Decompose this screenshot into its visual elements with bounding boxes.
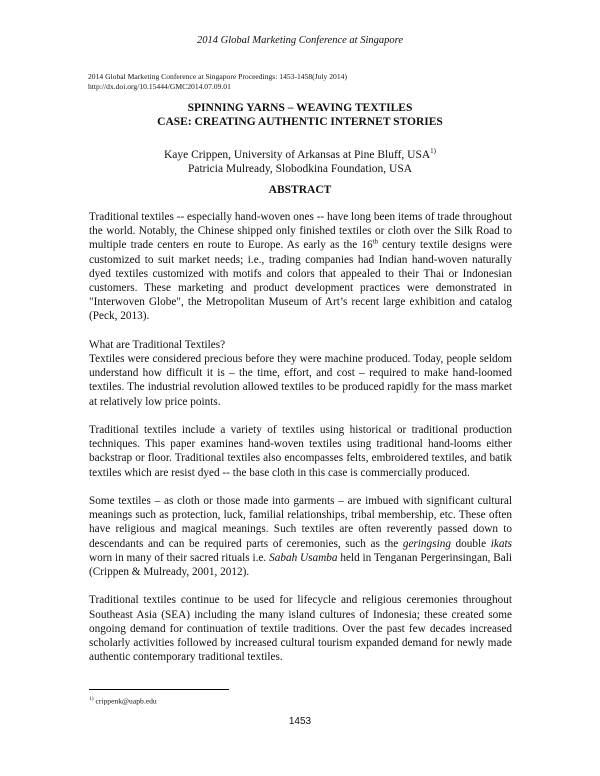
paragraph-1-text-a: Traditional textiles -- especially hand-woven ones -- have long been items of trade throughout the world. Notably, the Chinese shipped only finished textiles or cloth over the Silk Road to multiple trade centers en route to Europe. As early as the 16 [89, 211, 512, 252]
paragraph-1-superscript: th [372, 237, 379, 246]
citation-block [88, 72, 347, 91]
term-geringsing: geringsing [402, 537, 451, 550]
footnote [89, 696, 157, 706]
running-header: 2014 Global Marketing Conference at Singapore [197, 35, 403, 46]
paragraph-1-text-b: century textile designs were customized to suit market needs; i.e., trading companies had Indian hand-woven naturally dyed textiles customized with motifs and colors that appealed to their Thai or Indonesian customers. These marketing and product development practices were demonstrated in "Interwoven Globe", the Metropolitan Museum of Art’s recent large exhibition and catalog (Peck, 2013). [89, 239, 512, 323]
footnote-mark: 1) [89, 696, 94, 702]
author-2: Patricia Mulready, Slobodkina Foundation, USA [187, 163, 413, 176]
paragraph-4-text-b: double [450, 537, 491, 550]
author-1 [0, 144, 600, 162]
paragraph-3: Traditional textiles include a variety of textiles using historical or traditional production techniques. This paper examines hand-woven textiles using traditional hand-looms either backstrap or floor. Traditional textiles also encompasses felts, embroidered textiles, and batik textiles which are resist dyed -- the base cloth in this case is commercially produced. [89, 424, 512, 479]
title-line-2: CASE: CREATING AUTHENTIC INTERNET STORIES [157, 116, 443, 128]
author-list [0, 144, 600, 177]
section-heading: What are Traditional Textiles? [89, 338, 226, 351]
author-1-name: Kaye Crippen, University of Arkansas at Pine Bluff, USA [163, 148, 431, 161]
paragraph-4 [89, 494, 512, 579]
citation-doi: http://dx.doi.org/10.15444/GMC2014.07.09.01 [88, 81, 231, 91]
abstract-body [89, 210, 512, 679]
footnote-email: crippenk@uapb.edu [93, 696, 157, 706]
page-number: 1453 [288, 716, 312, 727]
abstract-heading: ABSTRACT [268, 184, 332, 196]
paragraph-4-text-d: held in Tenganan Pergerinsingan, Bali (Crippen & Mulready, 2001, 2012). [89, 551, 512, 579]
paragraph-2-text: Textiles were considered precious before they were machine produced. Today, people seldom understand how difficult it is – the time, effort, and cost – required to make hand-loomed textiles. The industrial revolution allowed textiles to be produced rapidly for the mass market at relatively low price points. [89, 353, 512, 408]
paragraph-4-text-c: worn in many of their sacred rituals i.e. [89, 551, 270, 564]
title-line-1: SPINNING YARNS – WEAVING TEXTILES [187, 102, 413, 114]
footnote-divider [89, 689, 229, 690]
paper-title [0, 101, 600, 129]
term-sabah-usamba: Sabah Usamba [269, 551, 338, 564]
paragraph-2 [89, 338, 512, 409]
author-1-footnote-mark: 1) [430, 147, 436, 155]
term-ikats: ikats [490, 537, 513, 550]
citation-proceedings: 2014 Global Marketing Conference at Singapore Proceedings: 1453-1458(July 2014) [88, 72, 347, 81]
paragraph-4-text-a: Some textiles – as cloth or those made into garments – are imbued with significant cultural meanings such as protection, luck, familial relationships, tribal membership, etc. These often have religious and magical meanings. Such textiles are often reverently passed down to descendants and can be required parts of ceremonies, such as the [89, 495, 512, 550]
paragraph-5: Traditional textiles continue to be used for lifecycle and religious ceremonies throughout Southeast Asia (SEA) including the many island cultures of Indonesia; these created some ongoing demand for continuation of textile traditions. Over the past few decades increased scholarly activities followed by increased cultural tourism expanded demand for newly made authentic contemporary traditional textiles. [89, 594, 512, 664]
paragraph-1 [89, 210, 512, 324]
